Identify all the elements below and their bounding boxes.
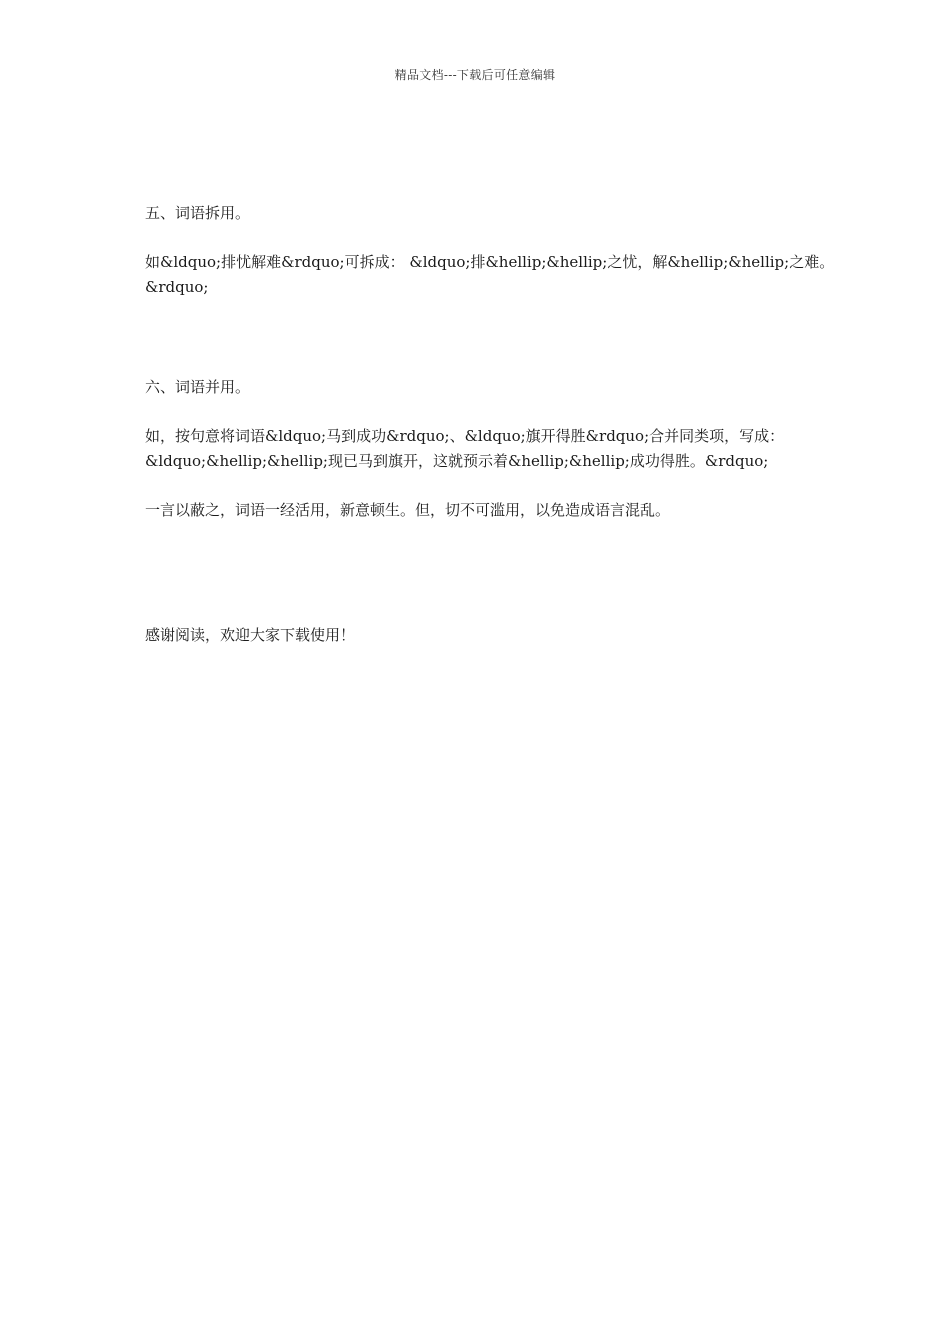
section-6-example-line-1: 如，按句意将词语&ldquo;马到成功&rdquo;、&ldquo;旗开得胜&rdquo;合并同类项，写成： [145,427,785,445]
closing-thanks: 感谢阅读，欢迎大家下载使用！ [145,626,356,644]
section-6-conclusion: 一言以蔽之，词语一经活用，新意顿生。但，切不可滥用，以免造成语言混乱。 [145,501,671,519]
section-6-example-line-2: &ldquo;&hellip;&hellip;现已马到旗开，这就预示着&hellip;&hellip;成功得胜。&rdquo; [145,452,769,470]
section-5-heading: 五、词语拆用。 [145,204,251,222]
section-6-heading: 六、词语并用。 [145,378,251,396]
page-header: 精品文档---下载后可任意编辑 [394,68,556,82]
section-5-example-line-2: &rdquo; [145,278,209,296]
section-5-example-line-1: 如&ldquo;排忧解难&rdquo;可拆成： &ldquo;排&hellip;&hellip;之忧，解&hellip;&hellip;之难。 [145,253,835,271]
